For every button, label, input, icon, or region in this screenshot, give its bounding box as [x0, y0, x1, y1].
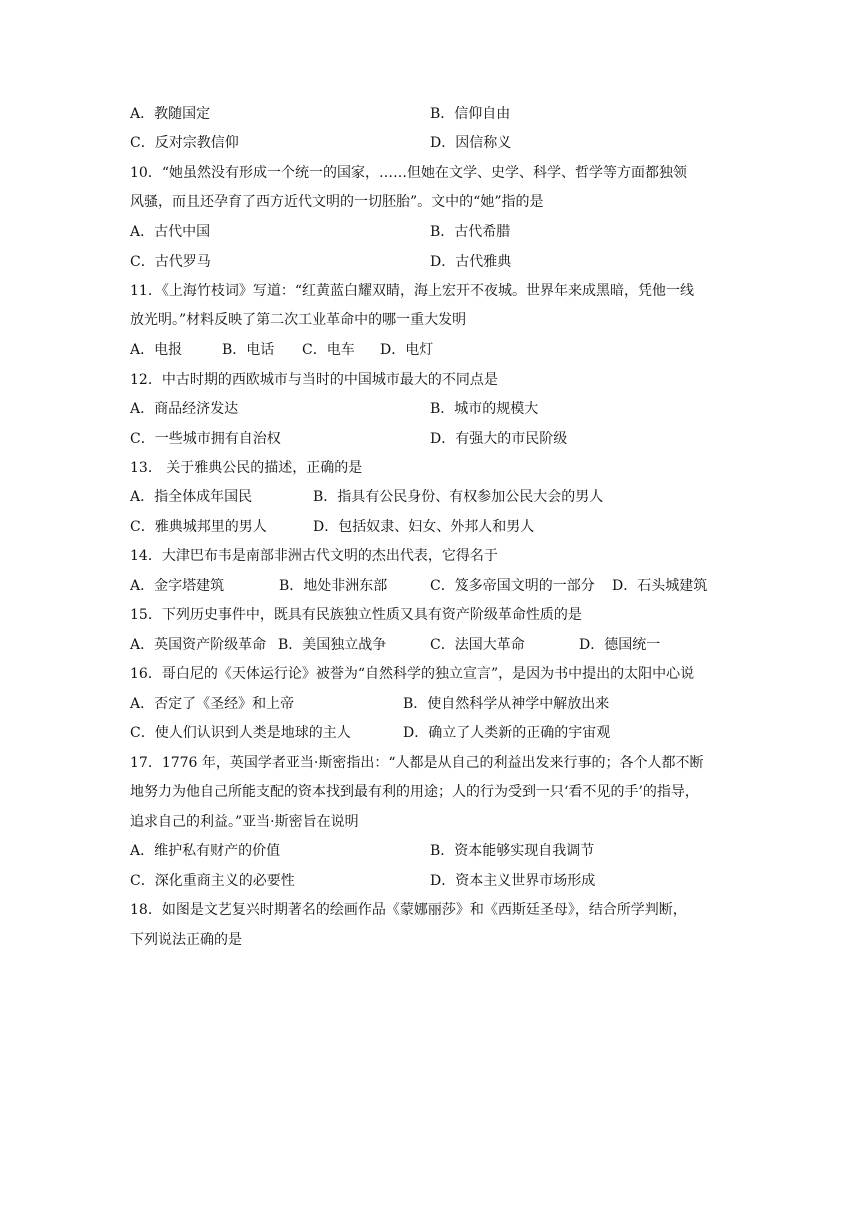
- q12-stem: 12．中古时期的西欧城市与当时的中国城市最大的不同点是: [130, 372, 498, 388]
- q13-stem: 13． 关于雅典公民的描述，正确的是: [130, 460, 363, 476]
- q15-option-d: D．德国统一: [579, 637, 661, 653]
- q10-option-d: D．古代雅典: [430, 254, 512, 270]
- q14-option-c: C．笈多帝国文明的一部分: [430, 578, 595, 594]
- q10-option-a: A．古代中国: [130, 224, 211, 240]
- q12-option-c: C．一些城市拥有自治权: [130, 431, 281, 447]
- q14-option-d: D．石头城建筑: [612, 578, 708, 594]
- q11-option-b: B．电话: [222, 342, 275, 358]
- q17-option-b: B．资本能够实现自我调节: [430, 843, 595, 859]
- q15-stem: 15．下列历史事件中，既具有民族独立性质又具有资产阶级革命性质的是: [130, 607, 582, 623]
- q18-stem-line-1: 18．如图是文艺复兴时期著名的绘画作品《蒙娜丽莎》和《西斯廷圣母》，结合所学判断，: [130, 902, 687, 918]
- q13-option-b: B．指具有公民身份、有权参加公民大会的男人: [313, 489, 604, 505]
- q11-option-d: D．电灯: [380, 342, 434, 358]
- q9-option-c: C．反对宗教信仰: [130, 135, 239, 151]
- q12-option-b: B．城市的规模大: [430, 401, 539, 417]
- q10-option-c: C．古代罗马: [130, 254, 211, 270]
- q9-option-b: B．信仰自由: [430, 106, 511, 122]
- q14-stem: 14．大津巴布韦是南部非洲古代文明的杰出代表，它得名于: [130, 548, 498, 564]
- q9-option-d: D．因信称义: [430, 135, 512, 151]
- q16-option-a: A．否定了《圣经》和上帝: [130, 696, 295, 712]
- q14-option-a: A．金字塔建筑: [130, 578, 225, 594]
- q12-option-d: D．有强大的市民阶级: [430, 431, 568, 447]
- q11-option-c: C．电车: [302, 342, 355, 358]
- q15-option-b: B．美国独立战争: [278, 637, 387, 653]
- q13-option-c: C．雅典城邦里的男人: [130, 519, 267, 535]
- q17-option-a: A．维护私有财产的价值: [130, 843, 281, 859]
- q17-stem-line-2: 地努力为他自己所能支配的资本找到最有利的用途；人的行为受到一只‘看不见的手’的指导，: [130, 784, 699, 800]
- q17-stem-line-1: 17．1776 年，英国学者亚当·斯密指出：“人都是从自己的利益出发来行事的；各个人都不断: [130, 755, 704, 771]
- q17-option-c: C．深化重商主义的必要性: [130, 873, 295, 889]
- q11-option-a: A．电报: [130, 342, 183, 358]
- q17-stem-line-3: 追求自己的利益。”亚当·斯密旨在说明: [130, 814, 359, 830]
- q13-option-a: A．指全体成年国民: [130, 489, 253, 505]
- q11-stem-line-1: 11．《上海竹枝词》写道：“红黄蓝白耀双睛，海上宏开不夜城。世界年来成黑暗，凭他一线: [130, 283, 694, 299]
- q16-option-c: C．使人们认识到人类是地球的主人: [130, 725, 351, 741]
- q16-stem: 16．哥白尼的《天体运行论》被誉为“自然科学的独立宣言”，是因为书中提出的太阳中心说: [130, 666, 695, 682]
- q9-option-a: A．教随国定: [130, 106, 211, 122]
- q16-option-b: B．使自然科学从神学中解放出来: [403, 696, 610, 712]
- q10-stem-line-2: 风骚，而且还孕育了西方近代文明的一切胚胎”。文中的“她”指的是: [130, 194, 544, 210]
- q11-stem-line-2: 放光明。”材料反映了第二次工业革命中的哪一重大发明: [130, 312, 467, 328]
- q16-option-d: D．确立了人类新的正确的宇宙观: [403, 725, 611, 741]
- q17-option-d: D．资本主义世界市场形成: [430, 873, 596, 889]
- q15-option-a: A．英国资产阶级革命: [130, 637, 267, 653]
- q18-stem-line-2: 下列说法正确的是: [130, 932, 242, 948]
- q13-option-d: D．包括奴隶、妇女、外邦人和男人: [313, 519, 535, 535]
- q15-option-c: C．法国大革命: [430, 637, 525, 653]
- q14-option-b: B．地处非洲东部: [279, 578, 388, 594]
- q10-option-b: B．古代希腊: [430, 224, 511, 240]
- q10-stem-line-1: 10．“她虽然没有形成一个统一的国家，……但她在文学、史学、科学、哲学等方面都独领: [130, 165, 687, 181]
- q12-option-a: A．商品经济发达: [130, 401, 239, 417]
